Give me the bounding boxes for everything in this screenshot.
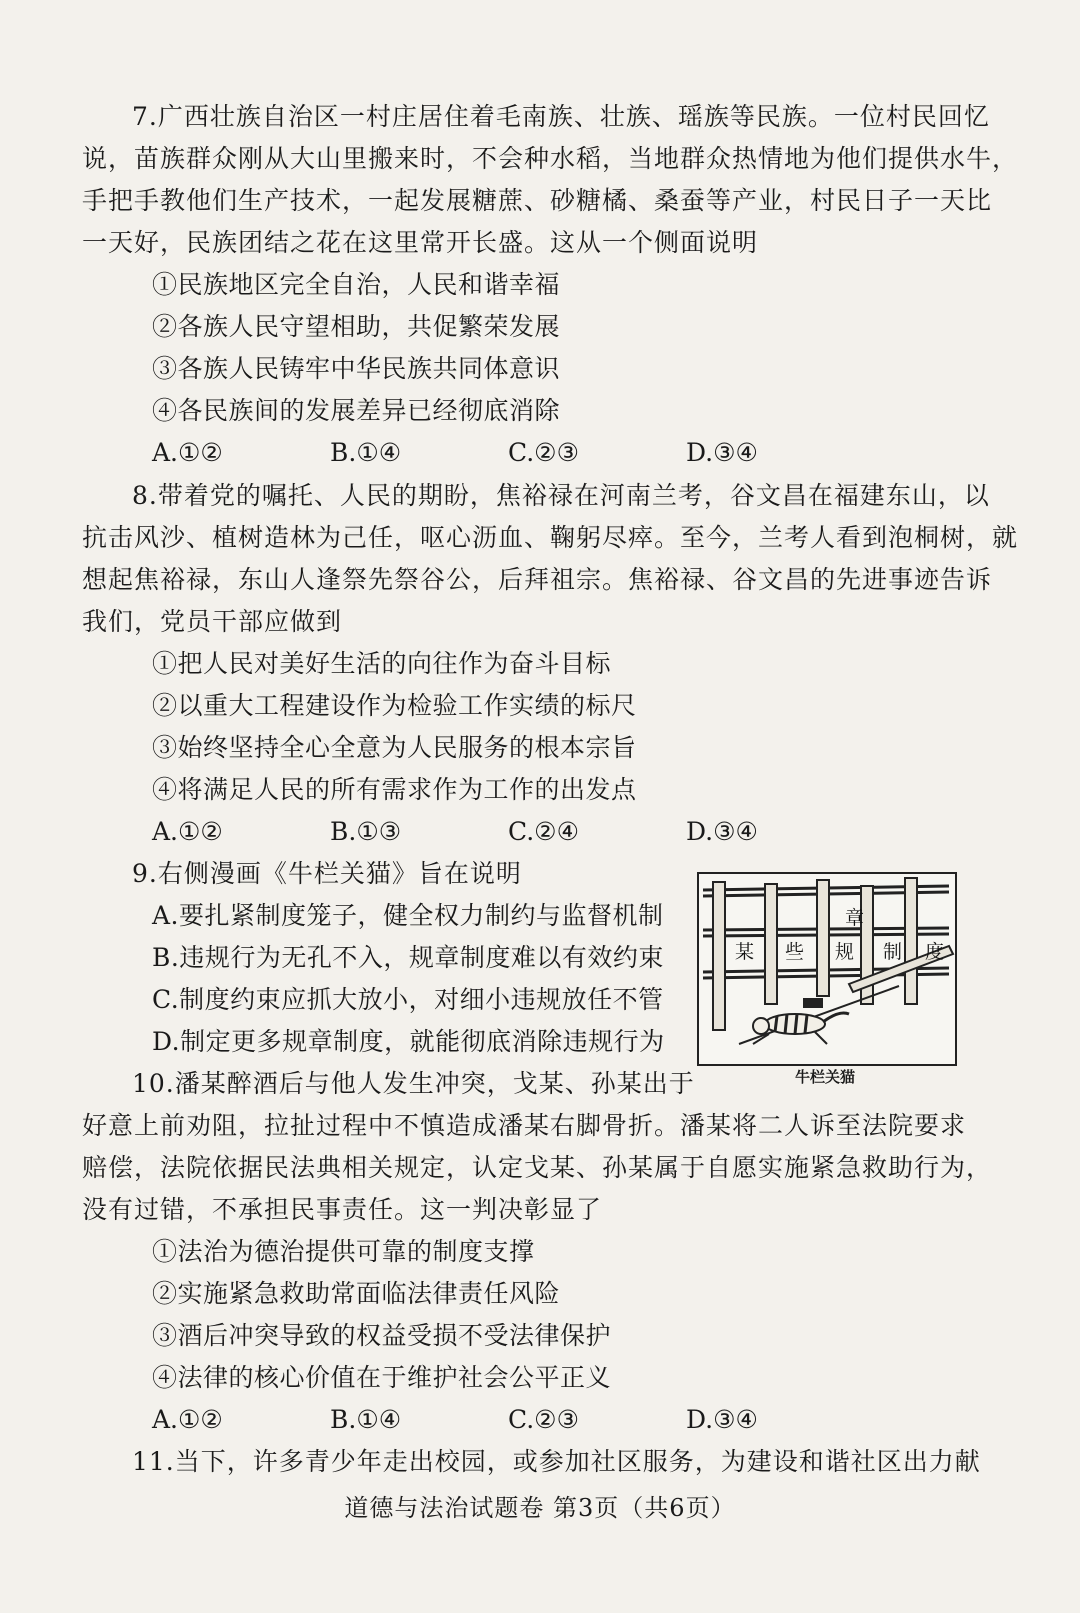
q9-option-c: C.制度约束应抓大放小，对细小违规放任不管 [152, 985, 664, 1014]
q8-choice-c: C.②④ [508, 817, 580, 846]
q10-choice-b: B.①④ [330, 1405, 402, 1434]
fence-char: 些 [785, 941, 805, 963]
q8-choices [152, 811, 912, 853]
q7-choice-b: B.①④ [330, 438, 402, 467]
q10-option: ③酒后冲突导致的权益受损不受法律保护 [152, 1321, 612, 1350]
q8-stem-line: 我们，党员干部应做到 [82, 607, 343, 636]
cartoon-fence-drawing [699, 874, 955, 1064]
q10-choice-a: A.①② [152, 1405, 223, 1434]
q7-choices [152, 432, 912, 474]
q10-stem-line: 没有过错，不承担民事责任。这一判决彰显了 [82, 1195, 603, 1224]
q10-choice-d: D.③④ [686, 1405, 758, 1434]
q7-option: ①民族地区完全自治，人民和谐幸福 [152, 270, 561, 299]
q8-choice-a: A.①② [152, 817, 223, 846]
q8-stem-line: 8.带着党的嘱托、人民的期盼，焦裕禄在河南兰考，谷文昌在福建东山，以 [132, 481, 990, 510]
q7-choice-c: C.②③ [508, 438, 580, 467]
q7-stem-line: 7.广西壮族自治区一村庄居住着毛南族、壮族、瑶族等民族。一位村民回忆 [132, 102, 990, 131]
fence-char: 度 [925, 941, 945, 963]
q10-option: ①法治为德治提供可靠的制度支撑 [152, 1237, 535, 1266]
q8-option: ③始终坚持全心全意为人民服务的根本宗旨 [152, 733, 637, 762]
fence-char: 章 [845, 907, 865, 929]
fence-char: 规 [835, 941, 855, 963]
q10-stem-line: 好意上前劝阻，拉扯过程中不慎造成潘某右脚骨折。潘某将二人诉至法院要求 [82, 1111, 967, 1140]
q7-choice-d: D.③④ [686, 438, 758, 467]
q8-stem-line: 想起焦裕禄，东山人逢祭先祭谷公，后拜祖宗。焦裕禄、谷文昌的先进事迹告诉 [82, 565, 993, 594]
page-footer: 道德与法治试题卷 第3页（共6页） [344, 1494, 736, 1522]
fence-char: 某 [735, 941, 755, 963]
q10-option: ②实施紧急救助常面临法律责任风险 [152, 1279, 561, 1308]
q8-choice-d: D.③④ [686, 817, 758, 846]
q8-option: ④将满足人民的所有需求作为工作的出发点 [152, 775, 637, 804]
q7-choice-a: A.①② [152, 438, 223, 467]
q7-stem-line: 一天好，民族团结之花在这里常开长盛。这从一个侧面说明 [82, 228, 759, 257]
q7-stem-line: 说，苗族群众刚从大山里搬来时，不会种水稻，当地群众热情地为他们提供水牛， [82, 144, 1019, 173]
cartoon-sign [803, 998, 823, 1008]
q9-option-b: B.违规行为无孔不入，规章制度难以有效约束 [152, 943, 664, 972]
cartoon-illustration [697, 872, 957, 1066]
q8-option: ②以重大工程建设作为检验工作实绩的标尺 [152, 691, 637, 720]
q9-option-d: D.制定更多规章制度，就能彻底消除违规行为 [152, 1027, 665, 1056]
q7-option: ④各民族间的发展差异已经彻底消除 [152, 396, 561, 425]
q8-option: ①把人民对美好生活的向往作为奋斗目标 [152, 649, 612, 678]
cartoon-caption: 牛栏关猫 [794, 1068, 855, 1086]
q10-option: ④法律的核心价值在于维护社会公平正义 [152, 1363, 612, 1392]
q10-stem-line: 10.潘某醉酒后与他人发生冲突，戈某、孙某出于 [132, 1069, 695, 1098]
q8-stem-line: 抗击风沙、植树造林为己任，呕心沥血、鞠躬尽瘁。至今，兰考人看到泡桐树，就 [82, 523, 1019, 552]
q8-choice-b: B.①③ [330, 817, 402, 846]
q11-stem-line: 11.当下，许多青少年走出校园，或参加社区服务，为建设和谐社区出力献 [132, 1447, 981, 1476]
q7-option: ②各族人民守望相助，共促繁荣发展 [152, 312, 561, 341]
q7-option: ③各族人民铸牢中华民族共同体意识 [152, 354, 561, 383]
q10-choice-c: C.②③ [508, 1405, 580, 1434]
q10-stem-line: 赔偿，法院依据民法典相关规定，认定戈某、孙某属于自愿实施紧急救助行为， [82, 1153, 993, 1182]
q9-stem: 9.右侧漫画《牛栏关猫》旨在说明 [132, 859, 522, 888]
fence-char: 制 [883, 941, 903, 963]
cat-figure [753, 1013, 849, 1044]
q7-stem-line: 手把手教他们生产技术，一起发展糖蔗、砂糖橘、桑蚕等产业，村民日子一天比 [82, 186, 993, 215]
q10-choices [152, 1399, 912, 1441]
q9-option-a: A.要扎紧制度笼子，健全权力制约与监督机制 [152, 901, 664, 930]
